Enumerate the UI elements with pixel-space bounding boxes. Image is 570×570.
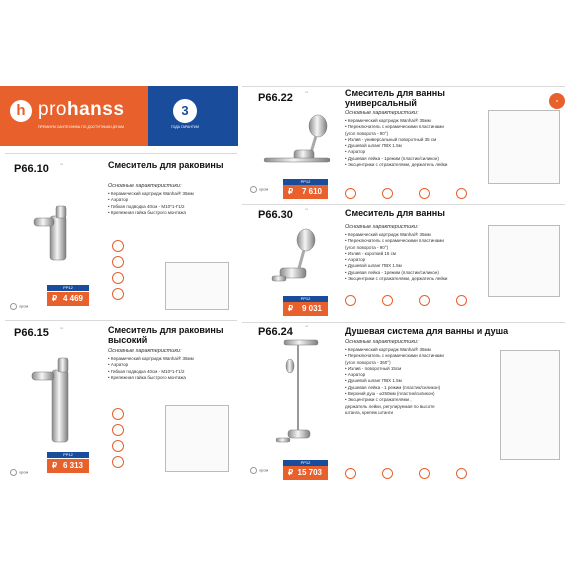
- technical-drawing: [500, 350, 560, 460]
- finish-label: хром: [19, 469, 29, 475]
- price-badge: [283, 302, 328, 316]
- technical-drawing: [488, 110, 560, 184]
- shower-head-icon: [456, 468, 467, 479]
- feature-item: • Эксцентрики с отражателями, держатель лейки: [345, 162, 448, 168]
- product-title: Смеситель для ванны: [345, 208, 445, 218]
- cert-icon: ▭: [305, 90, 309, 94]
- brand-logo-icon: h: [10, 100, 32, 122]
- spout-icon: [419, 468, 430, 479]
- feature-item: • Аэратор: [345, 149, 366, 155]
- faucet-p6622-image: [260, 112, 332, 178]
- feature-item: (угол поворота - 90°): [345, 244, 389, 250]
- feature-item: • Переключатель с керамическими пластинами: [345, 353, 444, 359]
- feature-item: держатель лейки, регулируемая по высоте: [345, 403, 435, 409]
- finish-chrome: [250, 467, 268, 474]
- cartridge-icon: [112, 408, 124, 420]
- product-title: Смеситель для раковины высокий: [108, 325, 224, 345]
- spout-icon: [419, 188, 430, 199]
- brand-name: prohanss: [38, 99, 125, 120]
- feature-item: • Гибкая подводка 40см - М10*1-Г1/2: [108, 368, 185, 374]
- faucet-p6630-image: [262, 226, 330, 294]
- price-tag-code: PP12: [47, 452, 89, 458]
- cartridge-icon: [112, 240, 124, 252]
- cartridge-icon: [345, 188, 356, 199]
- hose-icon: [112, 456, 124, 468]
- price-value: 7 610: [301, 187, 322, 196]
- cartridge-icon: [345, 295, 356, 306]
- cert-icon: ▭: [60, 326, 64, 330]
- price-tag-code: PP12: [283, 460, 328, 466]
- feature-item: • Крепежная гайка быстрого монтажа: [108, 209, 186, 215]
- switch-icon: [382, 295, 393, 306]
- product-title: Душевая система для ванны и душа: [345, 326, 509, 336]
- faucet-p6615-image: [28, 348, 88, 444]
- price-value: 4 469: [62, 294, 83, 303]
- feature-item: • Верхний душ - ⌀250мм (пластик/силикон): [345, 391, 435, 397]
- switch-icon: [382, 188, 393, 199]
- technical-drawing: [165, 262, 229, 310]
- features-list: [345, 118, 447, 168]
- product-code: P66.22: [258, 92, 293, 104]
- finish-chrome: [10, 469, 28, 476]
- finish-chrome: [10, 303, 28, 310]
- cartridge-icon: [345, 468, 356, 479]
- currency-symbol: ₽: [288, 187, 294, 196]
- price-badge: [283, 185, 328, 199]
- feature-item: • Переключатель с керамическими пластинами: [345, 124, 444, 130]
- price-tag-code: PP12: [283, 179, 328, 185]
- features-list: [108, 356, 194, 381]
- finish-label: хром: [259, 186, 269, 192]
- water-drop-icon: [112, 256, 124, 268]
- feature-item: • Керамический картридж Wanhai® 35мм: [108, 191, 194, 196]
- hose-icon: [456, 188, 467, 199]
- feature-icons: [345, 293, 493, 311]
- feature-item: • Керамический картридж Wanhai® 35мм: [108, 356, 194, 361]
- finish-label: хром: [19, 303, 29, 309]
- feature-item: • Аэратор: [108, 362, 129, 368]
- feature-item: (угол поворота - 360°): [345, 359, 391, 365]
- price-tag-code: PP12: [283, 296, 328, 302]
- currency-symbol: ₽: [52, 294, 58, 303]
- feature-item: • Керамический картридж Wanhai® 35мм: [345, 118, 431, 123]
- features-heading: Основные характеристики:: [345, 339, 419, 345]
- currency-symbol: ₽: [288, 304, 294, 313]
- cert-icon: ▭: [60, 162, 64, 166]
- feature-item: • Излив - универсальный поворотный 35 см: [345, 136, 437, 142]
- price-badge: [47, 292, 89, 306]
- technical-drawing: [488, 225, 560, 297]
- feature-item: • Аэратор: [345, 372, 366, 378]
- finish-swatch-icon: [250, 186, 257, 193]
- feature-item: штанга, крепеж штанги: [345, 409, 394, 415]
- price-tag-code: PP12: [47, 285, 89, 291]
- price-badge: [47, 459, 89, 473]
- features-heading: Основные характеристики:: [108, 183, 182, 189]
- feature-icons: [345, 186, 493, 204]
- product-code: P66.15: [14, 327, 49, 339]
- aerator-icon: [112, 440, 124, 452]
- product-code: P66.10: [14, 163, 49, 175]
- warranty-text: ГОДА ГАРАНТИИ: [170, 125, 200, 129]
- features-list: [345, 232, 447, 282]
- price-badge: [283, 466, 328, 480]
- cert-icon: ▭: [305, 324, 309, 328]
- currency-symbol: ₽: [52, 461, 58, 470]
- product-code: P66.24: [258, 326, 293, 338]
- brand-tagline: ПРЕМИУМ САНТЕХНИКА ПО ДОСТУПНЫМ ЦЕНАМ: [38, 125, 125, 129]
- feature-item: • Аэратор: [345, 257, 366, 263]
- currency-symbol: ₽: [288, 468, 294, 477]
- finish-label: хром: [259, 467, 269, 473]
- cert-icon: ▭: [305, 207, 309, 211]
- water-drop-icon: [112, 424, 124, 436]
- feature-item: • Душевой шланг ПВХ 1.5м: [345, 263, 402, 269]
- feature-item: • Керамический картридж Wanhai® 35мм: [345, 232, 431, 237]
- features-heading: Основные характеристики:: [108, 348, 182, 354]
- product-title: Смеситель для раковины: [108, 160, 224, 170]
- feature-item: (угол поворота - 90°): [345, 130, 389, 136]
- finish-swatch-icon: [250, 467, 257, 474]
- feature-item: • Душевая лейка - 1режим (пластик/силикон): [345, 155, 439, 161]
- features-list: [108, 191, 194, 216]
- product-code: P66.30: [258, 209, 293, 221]
- feature-item: • Излив - поворотный 15см: [345, 365, 402, 371]
- faucet-p6610-image: [32, 198, 87, 263]
- finish-swatch-icon: [10, 303, 17, 310]
- feature-item: • Излив - короткий 15 см: [345, 250, 396, 256]
- feature-item: • Душевой шланг ПВХ 1.5м: [345, 143, 402, 149]
- feature-item: • Эксцентрики с отражателями ,: [345, 397, 412, 403]
- switch-icon: [382, 468, 393, 479]
- feature-icons: [112, 408, 124, 472]
- feature-item: • Аэратор: [108, 197, 129, 203]
- hose-icon: [112, 288, 124, 300]
- price-value: 9 031: [301, 304, 322, 313]
- feature-icons: [345, 466, 493, 484]
- feature-item: • Гибкая подводка 40см - М10*1-Г1/2: [108, 203, 185, 209]
- feature-item: • Душевая лейка - 1режим (пластик/силикон): [345, 269, 439, 275]
- technical-drawing: [165, 405, 229, 472]
- quality-seal-icon: ★: [549, 93, 565, 109]
- product-title: Смеситель для ванны универсальный: [345, 88, 445, 108]
- feature-item: • Переключатель с керамическими пластинами: [345, 238, 444, 244]
- features-heading: Основные характеристики:: [345, 110, 419, 116]
- finish-swatch-icon: [10, 469, 17, 476]
- shower-system-image: [268, 338, 328, 458]
- feature-item: • Крепежная гайка быстрого монтажа: [108, 374, 186, 380]
- features-list: [345, 347, 444, 416]
- price-value: 15 703: [297, 468, 322, 477]
- feature-item: • Душевой шланг ПВХ 1.5м: [345, 378, 402, 384]
- aerator-icon: [112, 272, 124, 284]
- feature-item: • Душевая лейка - 1 режим (пластик/силикон): [345, 384, 441, 390]
- warranty-badge: 3: [173, 99, 197, 123]
- finish-chrome: [250, 186, 268, 193]
- feature-icons: [112, 240, 124, 304]
- feature-item: • Керамический картридж Wanhai® 35мм: [345, 347, 431, 352]
- feature-item: • Эксцентрики с отражателями, держатель лейки: [345, 276, 448, 282]
- spout-icon: [419, 295, 430, 306]
- hose-icon: [456, 295, 467, 306]
- price-value: 6 313: [62, 461, 83, 470]
- features-heading: Основные характеристики:: [345, 224, 419, 230]
